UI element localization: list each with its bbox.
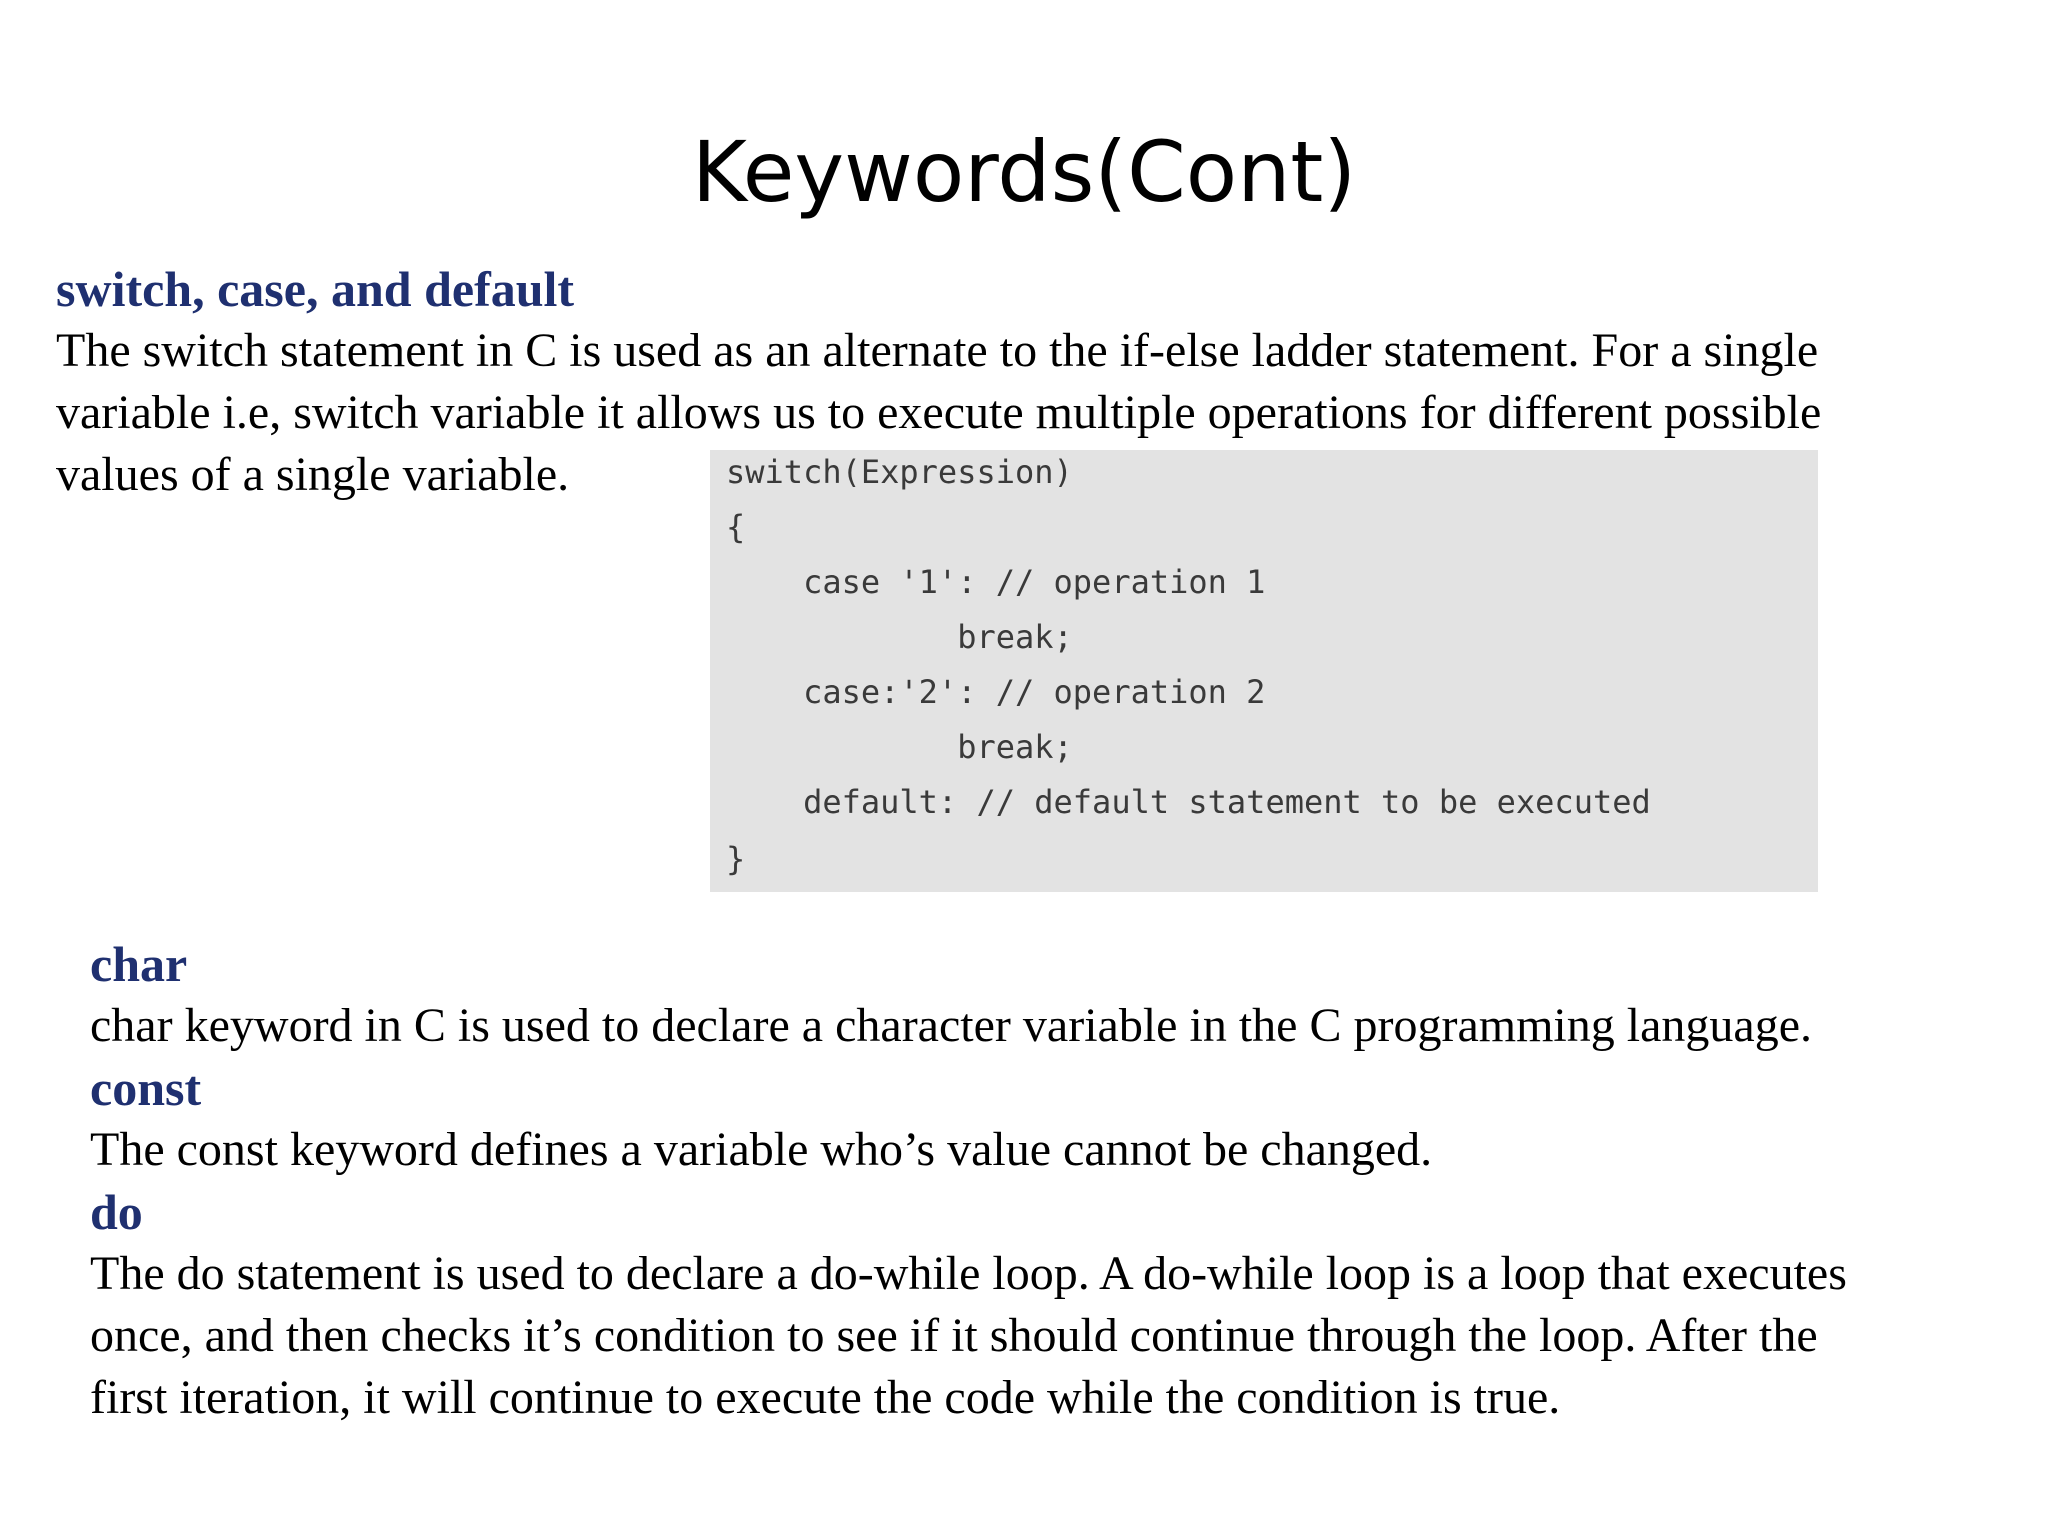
char-heading: char (90, 936, 188, 992)
do-text-line-3: first iteration, it will continue to execute the code while the condition is true. (90, 1371, 1561, 1424)
code-line: switch(Expression) (726, 453, 1073, 491)
slide-title: Keywords(Cont) (691, 123, 1357, 221)
switch-text-line-2: variable i.e, switch variable it allows us to execute multiple operations for different possible (56, 386, 1822, 439)
code-line: break; (726, 728, 1073, 766)
do-heading: do (90, 1184, 143, 1240)
code-line: } (726, 840, 746, 878)
const-text: The const keyword defines a variable who’s value cannot be changed. (90, 1123, 1433, 1176)
do-text-line-1: The do statement is used to declare a do-while loop. A do-while loop is a loop that executes (90, 1247, 1847, 1300)
code-line: break; (726, 618, 1073, 656)
code-line: case '1': // operation 1 (726, 563, 1266, 601)
switch-heading: switch, case, and default (56, 261, 575, 317)
switch-text-line-1: The switch statement in C is used as an alternate to the if-else ladder statement. For a single (56, 324, 1819, 377)
keywords-list (90, 933, 2010, 1429)
code-line: default: // default statement to be executed (726, 783, 1651, 821)
code-line: { (726, 508, 746, 546)
do-text-line-2: once, and then checks it’s condition to see if it should continue through the loop. After the (90, 1309, 1818, 1362)
char-text: char keyword in C is used to declare a character variable in the C programming language. (90, 999, 1812, 1052)
const-heading: const (90, 1060, 202, 1116)
switch-text-line-3: values of a single variable. (56, 448, 570, 501)
code-sample-box (710, 450, 1818, 892)
code-line: case:'2': // operation 2 (726, 673, 1266, 711)
